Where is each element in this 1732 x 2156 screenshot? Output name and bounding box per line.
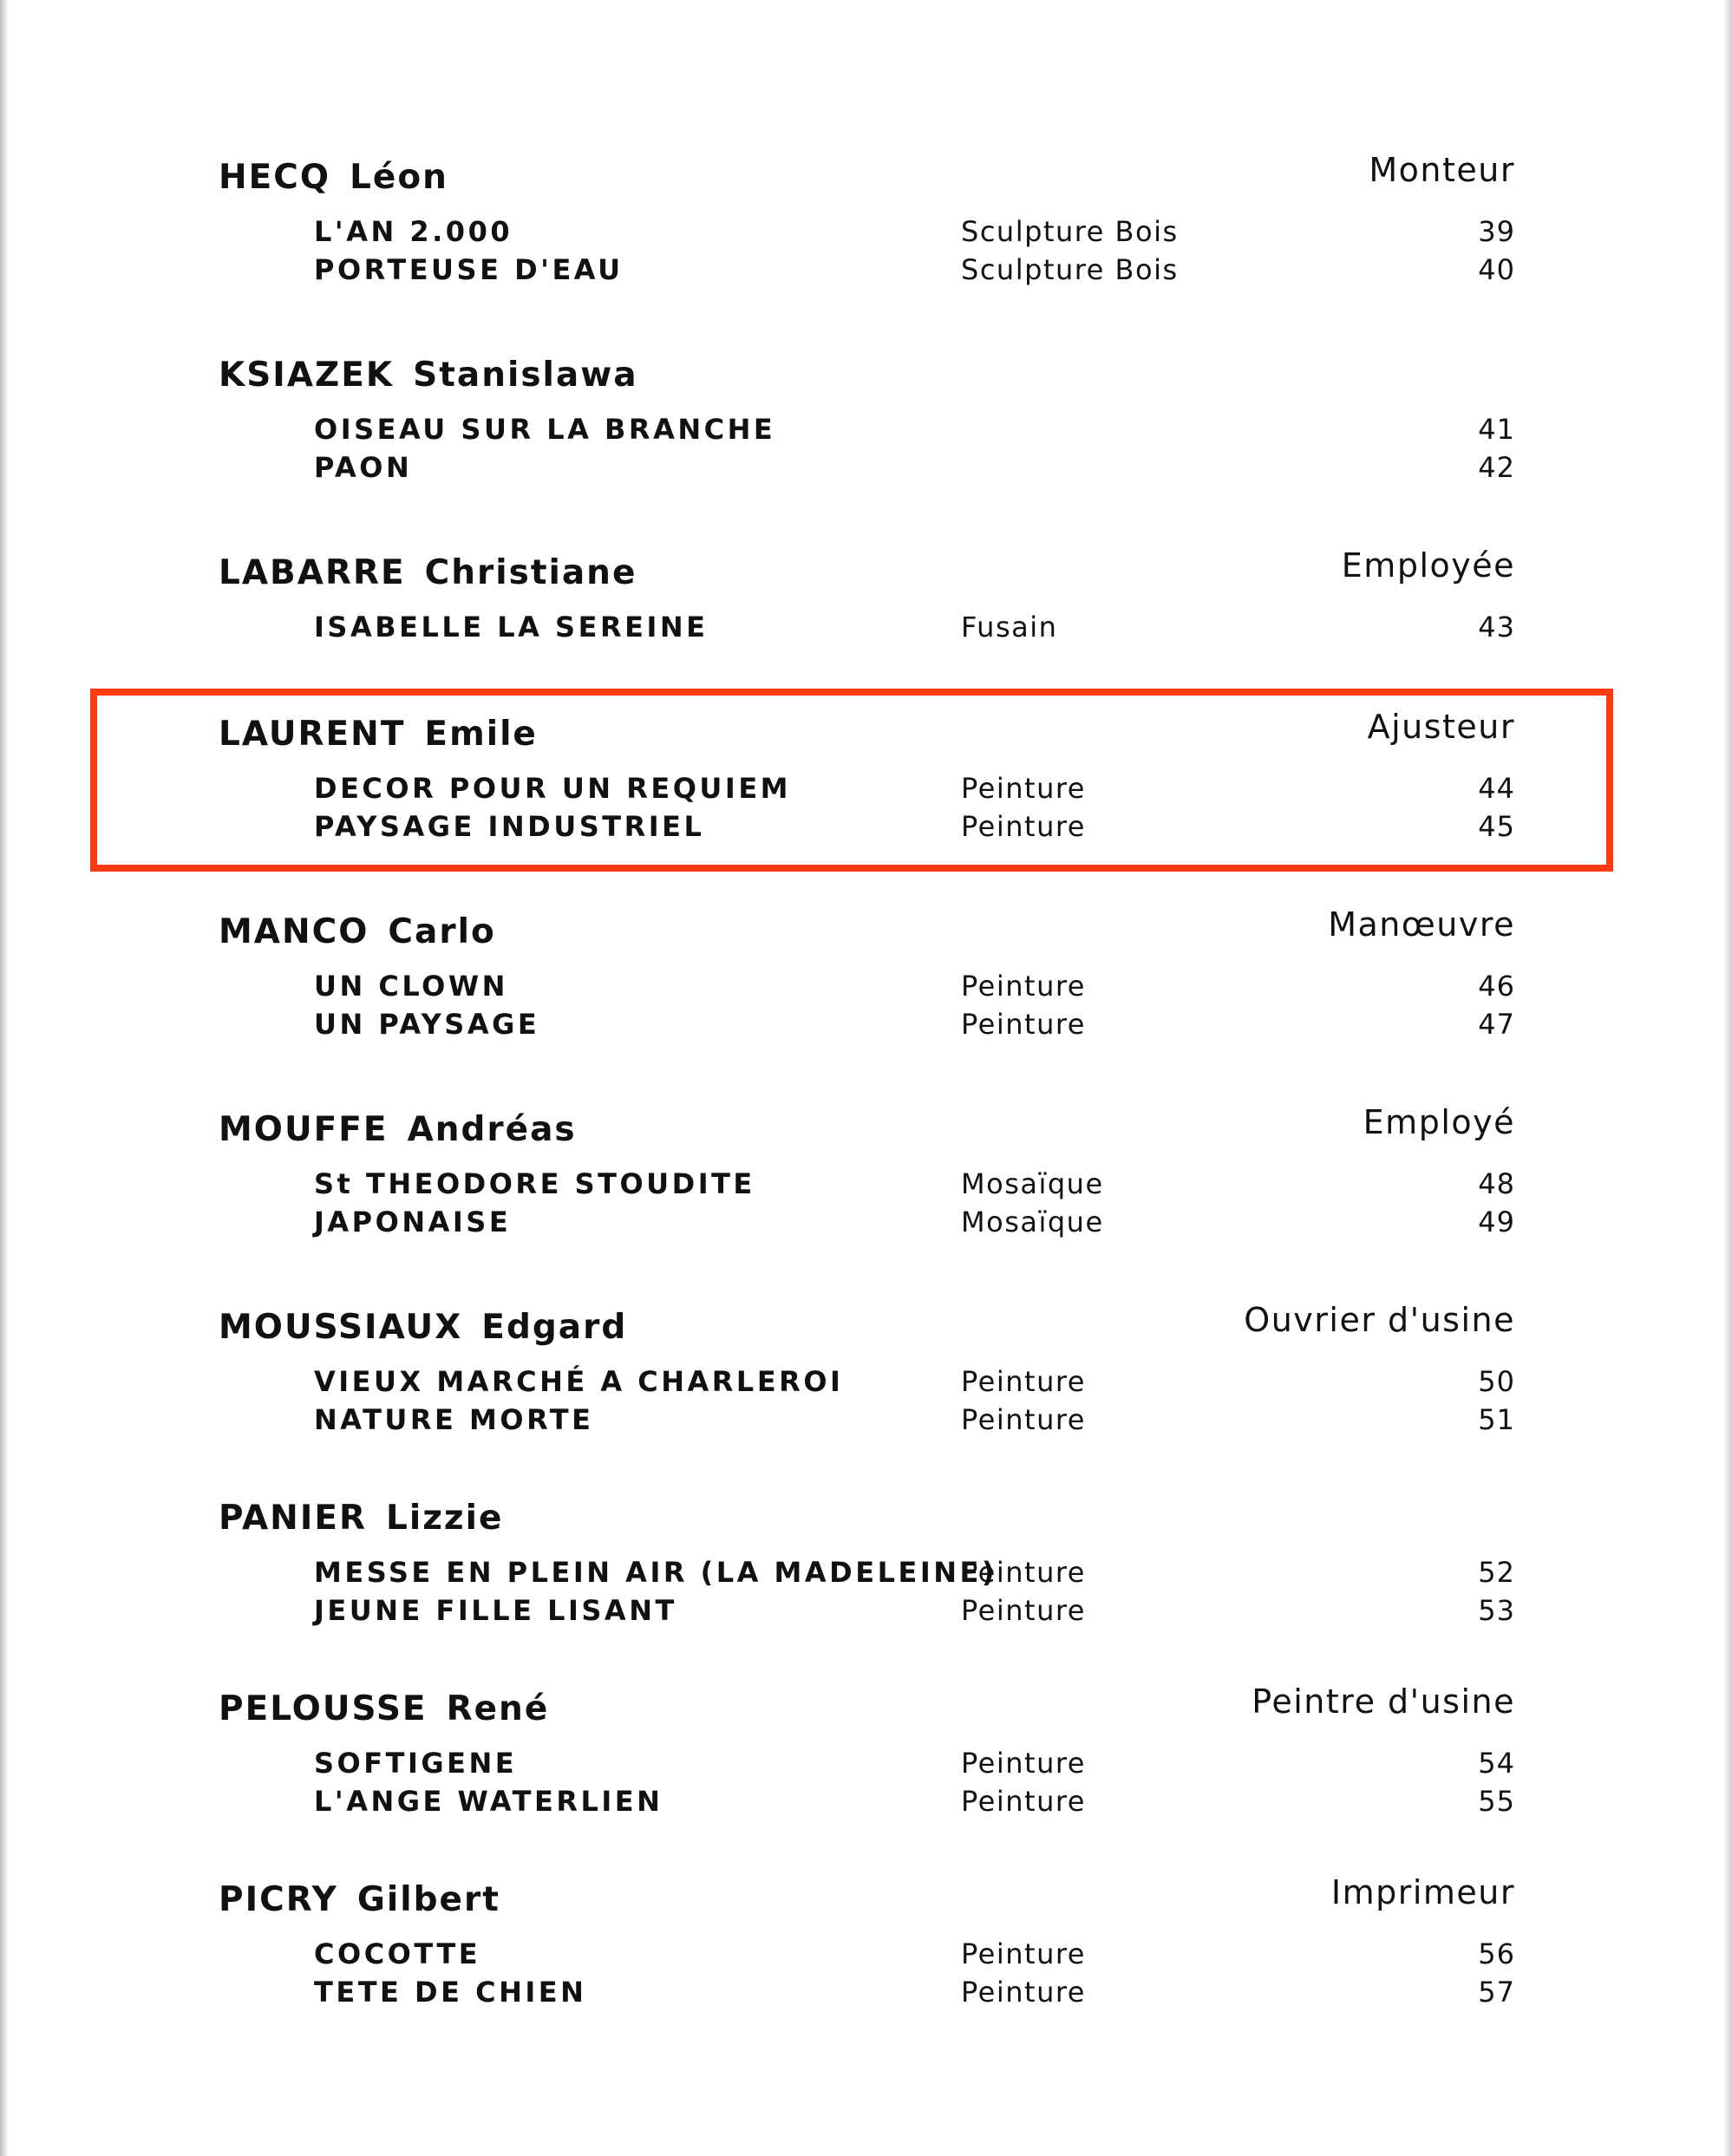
artist-name <box>219 1308 627 1347</box>
work-title: MESSE EN PLEIN AIR (LA MADELEINE) <box>314 1556 997 1589</box>
works-list <box>0 1937 1732 2014</box>
works-list <box>0 215 1732 291</box>
artist-name <box>219 356 638 395</box>
work-row <box>0 1365 1732 1403</box>
work-technique: Peinture <box>961 1976 1086 2009</box>
artist-name <box>219 1689 549 1728</box>
artist-header <box>0 151 1732 210</box>
works-list <box>0 772 1732 848</box>
work-number: 46 <box>1478 970 1515 1003</box>
work-number: 49 <box>1478 1205 1515 1238</box>
work-technique: Peinture <box>961 1365 1086 1398</box>
artist-header <box>0 1499 1732 1551</box>
artist-firstname: Stanislawa <box>413 356 638 395</box>
works-list <box>0 413 1732 489</box>
artist-surname: PELOUSSE <box>219 1689 428 1728</box>
artist-name <box>219 715 538 754</box>
work-number: 57 <box>1478 1976 1515 2009</box>
artist-firstname: Gilbert <box>356 1880 500 1919</box>
work-number: 39 <box>1478 215 1515 248</box>
work-row <box>0 1403 1732 1441</box>
work-number: 53 <box>1478 1594 1515 1627</box>
work-row <box>0 810 1732 848</box>
work-title: VIEUX MARCHÉ A CHARLEROI <box>314 1365 844 1398</box>
work-technique: Peinture <box>961 970 1086 1003</box>
work-number: 50 <box>1478 1365 1515 1398</box>
work-number: 56 <box>1478 1937 1515 1970</box>
artist-profession: Peintre d'usine <box>1252 1682 1515 1721</box>
work-technique: Sculpture Bois <box>961 253 1179 286</box>
works-list <box>0 1365 1732 1441</box>
work-row <box>0 1976 1732 2014</box>
artist-firstname: Christiane <box>424 553 637 592</box>
work-title: NATURE MORTE <box>314 1403 594 1436</box>
artist-firstname: Léon <box>350 158 448 197</box>
work-number: 42 <box>1478 451 1515 484</box>
work-row <box>0 215 1732 253</box>
work-technique: Mosaïque <box>961 1205 1104 1238</box>
work-number: 40 <box>1478 253 1515 286</box>
work-title: PAON <box>314 451 413 484</box>
work-number: 55 <box>1478 1785 1515 1818</box>
work-title: SOFTIGENE <box>314 1747 518 1780</box>
work-number: 54 <box>1478 1747 1515 1780</box>
artist-header <box>0 1873 1732 1932</box>
work-title: PORTEUSE D'EAU <box>314 253 624 286</box>
artist-name <box>219 1499 503 1538</box>
work-title: L'AN 2.000 <box>314 215 513 248</box>
work-row <box>0 1937 1732 1976</box>
work-technique: Mosaïque <box>961 1167 1104 1200</box>
work-row <box>0 970 1732 1008</box>
work-title: JEUNE FILLE LISANT <box>314 1594 677 1627</box>
artist-surname: MANCO <box>219 912 369 951</box>
work-number: 41 <box>1478 413 1515 446</box>
artist-surname: PICRY <box>219 1880 338 1919</box>
work-row <box>0 1205 1732 1244</box>
artist-name <box>219 912 496 951</box>
artist-header <box>0 1103 1732 1162</box>
work-row <box>0 1556 1732 1594</box>
artist-name <box>219 553 637 592</box>
works-list <box>0 1556 1732 1632</box>
work-number: 45 <box>1478 810 1515 843</box>
artist-header <box>0 1301 1732 1360</box>
work-row <box>0 1785 1732 1823</box>
works-list <box>0 970 1732 1046</box>
artist-name <box>219 1880 500 1919</box>
work-title: ISABELLE LA SEREINE <box>314 611 709 644</box>
work-number: 47 <box>1478 1008 1515 1041</box>
work-row <box>0 451 1732 489</box>
work-row <box>0 413 1732 451</box>
artist-firstname: Andréas <box>407 1110 577 1149</box>
work-row <box>0 1167 1732 1205</box>
artist-profession: Employée <box>1341 546 1515 585</box>
artist-surname: HECQ <box>219 158 331 197</box>
artist-header <box>0 546 1732 605</box>
work-title: UN PAYSAGE <box>314 1008 540 1041</box>
artist-profession: Monteur <box>1369 151 1515 189</box>
works-list <box>0 1747 1732 1823</box>
work-title: OISEAU SUR LA BRANCHE <box>314 413 776 446</box>
artist-firstname: Carlo <box>388 912 496 951</box>
artist-firstname: Lizzie <box>386 1499 504 1538</box>
work-technique: Peinture <box>961 1937 1086 1970</box>
work-technique: Sculpture Bois <box>961 215 1179 248</box>
work-number: 51 <box>1478 1403 1515 1436</box>
artist-header <box>0 356 1732 408</box>
page-edge-right <box>1723 0 1732 2156</box>
artist-name <box>219 1110 577 1149</box>
work-title: UN CLOWN <box>314 970 508 1003</box>
artist-surname: PANIER <box>219 1499 368 1538</box>
artist-header <box>0 905 1732 964</box>
work-technique: Peinture <box>961 1594 1086 1627</box>
work-technique: Peinture <box>961 1403 1086 1436</box>
artist-profession: Employé <box>1363 1103 1515 1141</box>
work-number: 52 <box>1478 1556 1515 1589</box>
artist-profession: Ouvrier d'usine <box>1244 1301 1515 1339</box>
page-edge-left <box>0 0 9 2156</box>
work-row <box>0 1747 1732 1785</box>
work-row <box>0 772 1732 810</box>
artist-surname: MOUFFE <box>219 1110 389 1149</box>
work-technique: Peinture <box>961 1556 1086 1589</box>
artist-surname: LABARRE <box>219 553 406 592</box>
artist-firstname: Emile <box>424 715 538 754</box>
works-list <box>0 611 1732 649</box>
artist-profession: Ajusteur <box>1367 708 1515 746</box>
work-title: PAYSAGE INDUSTRIEL <box>314 810 705 843</box>
work-technique: Peinture <box>961 1008 1086 1041</box>
work-title: St THEODORE STOUDITE <box>314 1167 755 1200</box>
work-number: 43 <box>1478 611 1515 644</box>
artist-firstname: Edgard <box>481 1308 628 1347</box>
work-row <box>0 253 1732 291</box>
work-technique: Peinture <box>961 1785 1086 1818</box>
work-technique: Peinture <box>961 1747 1086 1780</box>
artist-surname: MOUSSIAUX <box>219 1308 463 1347</box>
work-row <box>0 611 1732 649</box>
work-title: DECOR POUR UN REQUIEM <box>314 772 792 805</box>
works-list <box>0 1167 1732 1244</box>
artist-header <box>0 708 1732 767</box>
work-technique: Peinture <box>961 772 1086 805</box>
work-row <box>0 1594 1732 1632</box>
artist-profession: Imprimeur <box>1330 1873 1515 1911</box>
artist-profession: Manœuvre <box>1328 905 1515 944</box>
work-technique: Fusain <box>961 611 1058 644</box>
work-title: JAPONAISE <box>314 1205 512 1238</box>
artist-name <box>219 158 448 197</box>
work-row <box>0 1008 1732 1046</box>
work-number: 44 <box>1478 772 1515 805</box>
work-number: 48 <box>1478 1167 1515 1200</box>
artist-surname: KSIAZEK <box>219 356 395 395</box>
artist-header <box>0 1682 1732 1741</box>
artist-firstname: René <box>446 1689 550 1728</box>
work-title: COCOTTE <box>314 1937 481 1970</box>
work-technique: Peinture <box>961 810 1086 843</box>
artist-surname: LAURENT <box>219 715 406 754</box>
work-title: TETE DE CHIEN <box>314 1976 587 2009</box>
work-title: L'ANGE WATERLIEN <box>314 1785 663 1818</box>
